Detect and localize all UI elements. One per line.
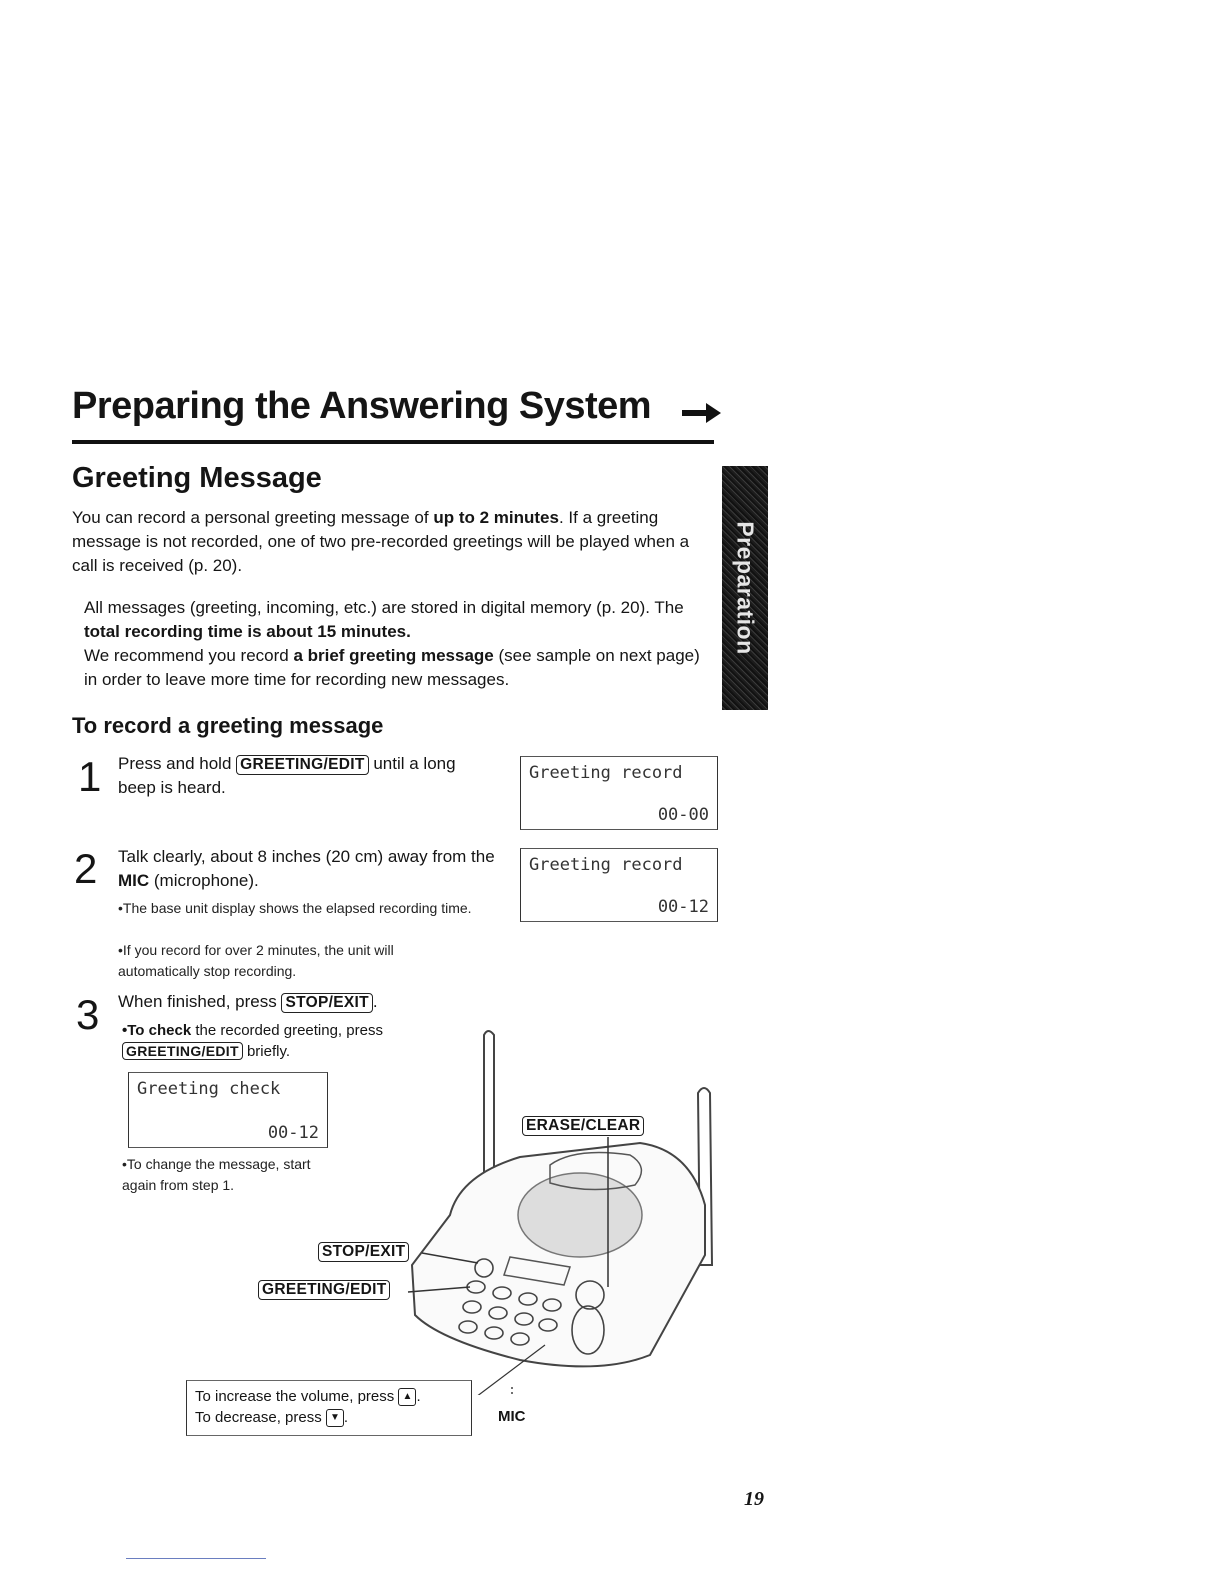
bottom-divider xyxy=(126,1558,266,1559)
volume-up-text: To increase the volume, press xyxy=(195,1388,395,1405)
down-arrow-icon: ▼ xyxy=(326,1409,344,1427)
stop-exit-key: STOP/EXIT xyxy=(281,993,372,1013)
step-2-bullet-2: •If you record for over 2 minutes, the unit will automatically stop recording. xyxy=(118,942,394,979)
step-2-bullet-1: •The base unit display shows the elapsed recording time. xyxy=(118,900,472,916)
volume-line-1: To increase the volume, press ▲ . xyxy=(195,1388,421,1405)
base-unit-illustration xyxy=(400,1025,730,1395)
erase-clear-key: ERASE/CLEAR xyxy=(522,1116,644,1136)
volume-down-text: To decrease, press xyxy=(195,1409,322,1426)
intro-text: You can record a personal greeting message of xyxy=(72,508,434,527)
change-instruction: •To change the message, start again from step 1. xyxy=(122,1156,311,1193)
lcd-1-line-1: Greeting record xyxy=(529,763,683,783)
intro-text-cont: . If a greeting message is not recorded, one of two pre-recorded greetings will be played when a call is received (p. 20). xyxy=(72,508,690,575)
step-3-text-a: When finished, press xyxy=(118,992,282,1011)
memory-emphasis: total recording time is about 15 minutes. xyxy=(84,622,411,641)
section-title: Greeting Message xyxy=(72,462,322,494)
memory-text: All messages (greeting, incoming, etc.) are stored in digital memory (p. 20). The xyxy=(84,598,684,617)
step-3-text-b: . xyxy=(372,992,378,1011)
step-2-number: 2 xyxy=(74,845,98,892)
volume-line-2: To decrease, press ▼ . xyxy=(195,1409,349,1426)
memory-emphasis-2: a brief greeting message xyxy=(293,646,494,665)
page-number: 19 xyxy=(744,1488,764,1510)
side-tab xyxy=(722,466,768,710)
check-instruction xyxy=(122,1020,422,1062)
greeting-edit-key-2: GREETING/EDIT xyxy=(122,1042,243,1060)
up-arrow-icon: ▲ xyxy=(398,1388,416,1406)
check-text-a: the recorded greeting, press xyxy=(191,1022,383,1039)
stop-exit-key-label: STOP/EXIT xyxy=(318,1242,409,1262)
lcd-2-line-1: Greeting record xyxy=(529,855,683,875)
subsection-title: To record a greeting message xyxy=(72,713,384,738)
mic-label: MIC xyxy=(498,1408,526,1425)
memory-text-3: (see sample on next page) in order to leave more time for recording new messages. xyxy=(84,646,700,689)
check-text-b: briefly. xyxy=(242,1043,291,1060)
step-2-text-a: Talk clearly, about 8 inches (20 cm) away from the xyxy=(118,847,495,866)
lcd-3-line-2: 00-12 xyxy=(267,1123,319,1143)
step-3-number: 3 xyxy=(76,991,100,1038)
step-2-text xyxy=(118,845,496,893)
memory-note xyxy=(84,596,714,692)
mic-emphasis: MIC xyxy=(118,871,150,890)
intro-emphasis: up to 2 minutes xyxy=(433,508,559,527)
lcd-display-2 xyxy=(520,848,718,922)
greeting-edit-key: GREETING/EDIT xyxy=(236,755,368,775)
side-tab-label: Preparation xyxy=(732,521,759,655)
step-1-text-a: Press and hold xyxy=(118,754,237,773)
page-title: Preparing the Answering System xyxy=(72,385,652,427)
greeting-edit-key-label: GREETING/EDIT xyxy=(258,1280,390,1300)
lcd-display-1 xyxy=(520,756,718,830)
lcd-1-line-2: 00-00 xyxy=(657,805,709,825)
lcd-2-line-2: 00-12 xyxy=(657,897,709,917)
step-3-text xyxy=(118,990,458,1014)
step-1-number: 1 xyxy=(78,753,102,800)
step-1-text-b: until a long beep is heard. xyxy=(118,754,456,797)
step-1-text xyxy=(118,752,490,800)
step-2-text-b: (microphone). xyxy=(149,871,259,890)
title-divider xyxy=(72,440,714,444)
arrow-right-icon xyxy=(682,402,722,424)
intro-paragraph xyxy=(72,506,712,578)
volume-note xyxy=(186,1380,472,1436)
check-emphasis: •To check xyxy=(122,1022,192,1039)
lcd-display-3 xyxy=(128,1072,328,1148)
lcd-3-line-1: Greeting check xyxy=(137,1079,281,1099)
memory-text-2: We recommend you record xyxy=(84,646,294,665)
